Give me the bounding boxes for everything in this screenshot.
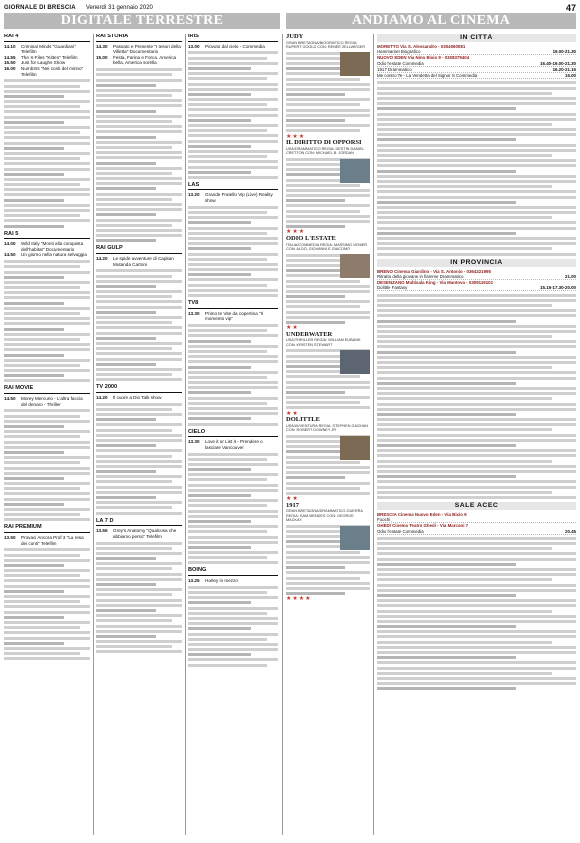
program-title: Primo te Vite da copertina "Il momento vip" bbox=[205, 310, 263, 322]
movie-credits: ITALIA/COMMEDIA REGIA: MASSIMO VENIER CON: ALDO, GIOVANNI E GIACOMO bbox=[286, 242, 368, 251]
program-title: Harley in mezzo bbox=[205, 578, 238, 584]
film-title: 1917 Drammatico bbox=[377, 66, 412, 72]
film-title: Odio l'estate Commedia bbox=[377, 528, 424, 534]
program-title: Piovuto dal cielo - Commedia bbox=[205, 43, 265, 49]
movie-photo bbox=[340, 52, 370, 76]
program-time: 14.50 bbox=[4, 396, 16, 402]
showtimes: 19.00-21.30 bbox=[552, 49, 576, 55]
program-time: 14.20 bbox=[96, 394, 108, 400]
program-time: 14.20 bbox=[96, 255, 108, 261]
column-divider bbox=[373, 34, 374, 835]
program-time: 14.55 bbox=[4, 54, 16, 60]
showtimes: 16.20-21.15 bbox=[552, 66, 576, 72]
movie-title: DOLITTLE bbox=[286, 416, 320, 424]
program-row bbox=[96, 395, 182, 401]
program-title: The X-Files "Kitten" Telefilm bbox=[21, 54, 78, 60]
program-time: 13.30 bbox=[188, 310, 200, 316]
program-row bbox=[4, 252, 90, 258]
rating-stars: ★★★ bbox=[286, 229, 306, 236]
channel-title: IRIS bbox=[188, 34, 278, 42]
cinema-name-text: BRENO Cinema Giardino - Via S. Antonio - 0364321995 bbox=[377, 268, 491, 274]
cinema-name-text: MORETTO Via S. Alessandro - 0304060081 bbox=[377, 44, 466, 49]
cinema-name-text: DESENZANO Multisala King - Via Mantova - 0309119101 bbox=[377, 280, 494, 285]
program-title: Un giorno nella natura selvaggia bbox=[21, 252, 87, 258]
text-filler bbox=[4, 409, 90, 521]
program-row bbox=[4, 535, 90, 546]
program-title: Love it or List it - Prendere o lasciare Vancouver bbox=[205, 439, 263, 450]
film-title: Fuochi bbox=[377, 517, 391, 523]
channel-title: TV8 bbox=[188, 301, 278, 309]
program-row bbox=[188, 311, 278, 322]
program-title: Grey's Anatomy "Qualcosa che abbiamo perso" Telefilm bbox=[113, 528, 177, 539]
movie-review bbox=[286, 140, 370, 236]
program-time: 13.20 bbox=[188, 192, 200, 198]
listing-filler bbox=[377, 537, 576, 690]
movie-photo bbox=[340, 526, 370, 550]
program-title: Passato e Presente "I tesori della Villetta" Documentario bbox=[113, 43, 181, 55]
listing-filler bbox=[377, 81, 576, 255]
tv-column-1 bbox=[4, 34, 90, 835]
program-row bbox=[96, 256, 182, 267]
program-title: Le spide avventure di Capitan Mutanda Cartoni bbox=[113, 255, 174, 267]
program-row bbox=[4, 396, 90, 407]
movie-title: ODIO L'ESTATE bbox=[286, 235, 336, 242]
movie-photo bbox=[340, 159, 370, 183]
cinema-listings bbox=[377, 34, 576, 835]
listing-filler bbox=[377, 294, 576, 499]
showtimes: 20.45 bbox=[565, 528, 576, 534]
section-banner-cinema: ANDIAMO AL CINEMA bbox=[286, 13, 576, 29]
program-row bbox=[4, 44, 90, 55]
listing-section-title: IN CITTÀ bbox=[377, 34, 576, 42]
cinema-name-text: NUOVO EDEN Via Nino Bixio 9 - 0308379404 bbox=[377, 55, 470, 61]
rating-stars: ★★★★ bbox=[286, 596, 312, 603]
text-filler bbox=[188, 586, 278, 667]
movie-credits: USA/DRAMMATICO REGIA: DESTIN DANIEL CRETTON CON: MICHAEL B. JORDAN bbox=[286, 146, 365, 156]
movie-review bbox=[286, 34, 370, 140]
text-filler bbox=[4, 79, 90, 227]
showtimes: 15.00 bbox=[565, 73, 576, 79]
program-row bbox=[188, 192, 278, 203]
film-title: Odio l'estate Commedia bbox=[377, 60, 424, 66]
movie-title: 1917 bbox=[286, 501, 299, 509]
movie-photo bbox=[340, 254, 370, 278]
program-time: 13.55 bbox=[96, 528, 108, 534]
text-filler bbox=[96, 269, 182, 381]
movie-credits: USA/THRILLER REGIA: WILLIAM EUBANK CON: KRISTEN STEWART bbox=[286, 338, 361, 347]
text-filler bbox=[4, 260, 90, 382]
film-title: Dolittle Fantasy bbox=[377, 285, 408, 291]
rating-stars: ★★ bbox=[286, 410, 299, 417]
text-filler bbox=[188, 206, 278, 297]
program-title: Morey Mercurio - L'altra faccia del denaro - Thriller bbox=[21, 396, 83, 407]
program-title: Il cuore a Dio Talk show bbox=[113, 394, 162, 400]
program-time: 14.10 bbox=[4, 43, 16, 49]
page-number: 47 bbox=[565, 3, 576, 13]
rating-stars: ★★★ bbox=[286, 133, 306, 140]
movie-review bbox=[286, 503, 370, 603]
showtime-row bbox=[377, 285, 576, 291]
text-filler bbox=[4, 548, 90, 660]
section-banner-tv: DIGITALE TERRESTRE bbox=[4, 13, 280, 29]
showtime-row bbox=[377, 73, 576, 79]
movie-title: JUDY bbox=[286, 34, 304, 40]
channel-title: BOING bbox=[188, 568, 278, 576]
channel-title: RAI GULP bbox=[96, 246, 182, 254]
program-row bbox=[96, 44, 182, 55]
program-time: 15.00 bbox=[96, 54, 108, 60]
channel-title: RAI 4 bbox=[4, 34, 90, 42]
movie-title: UNDERWATER bbox=[286, 330, 333, 338]
text-filler bbox=[188, 324, 278, 426]
movie-reviews-column bbox=[286, 34, 370, 835]
program-title: Provaci Ancora Prof 3 "La resa dei conti" Telefilm bbox=[21, 534, 84, 546]
showtimes: 15.15-17.30-20.00 bbox=[540, 285, 576, 291]
program-row bbox=[188, 439, 278, 450]
movie-credits: GRAN BRETAGNA/BIOGRAFICO REGIA: RUPERT GOOLD CON: RENÉE ZELLWEGER bbox=[286, 40, 366, 49]
tv-column-3 bbox=[188, 34, 278, 835]
channel-title: CIELO bbox=[188, 430, 278, 438]
showtimes: 16.40-19.00-21.30 bbox=[540, 60, 576, 66]
rating-stars: ★★ bbox=[286, 325, 299, 332]
movie-photo bbox=[340, 350, 370, 374]
program-title: Grande Fratello Vip (Live) Reality show bbox=[205, 192, 273, 204]
program-row bbox=[96, 528, 182, 539]
listing-section-title: IN PROVINCIA bbox=[377, 259, 576, 267]
program-time: 14.00 bbox=[4, 241, 16, 247]
channel-title: RAI 5 bbox=[4, 232, 90, 240]
program-row bbox=[96, 55, 182, 66]
program-title: Just for Laughs Show bbox=[21, 60, 66, 66]
channel-title: RAI MOVIE bbox=[4, 386, 90, 394]
film-title: Hammamet Biografico bbox=[377, 49, 421, 55]
program-row bbox=[4, 66, 90, 77]
listing-section-title: SALE ACEC bbox=[377, 502, 576, 510]
program-row bbox=[4, 241, 90, 252]
movie-review bbox=[286, 236, 370, 332]
text-filler bbox=[96, 403, 182, 515]
showtimes: 21.00 bbox=[565, 273, 576, 279]
text-filler bbox=[96, 68, 182, 242]
issue-date: Venerdì 31 gennaio 2020 bbox=[85, 5, 153, 11]
program-title: Festa, Farina e Forca. America bella, America sorella bbox=[113, 54, 177, 66]
cinema-name-text: BRESCIA Cinema Nuovo Eden - Via Bixio 9 bbox=[377, 511, 467, 517]
channel-title: RAI PREMIUM bbox=[4, 525, 90, 533]
program-time: 13.30 bbox=[188, 439, 200, 445]
program-time: 13.25 bbox=[188, 578, 200, 584]
channel-title: LAS bbox=[188, 183, 278, 191]
film-title: Ritratto della giovane in fiamme Drammatico bbox=[377, 273, 464, 279]
cinema-name-text: GHEDI Cinema Teatro Ghedi - Via Marconi 7 bbox=[377, 523, 469, 529]
movie-review bbox=[286, 332, 370, 417]
film-title: Me contro Te - La Vendetta del Signor S Commedia bbox=[377, 73, 478, 79]
tv-column-2 bbox=[96, 34, 182, 835]
movie-credits: USA/AVVENTURA REGIA: STEPHEN GAGHAN CON: ROBERT DOWNEY JR bbox=[286, 423, 369, 433]
column-divider bbox=[185, 34, 186, 835]
text-filler bbox=[96, 542, 182, 654]
program-time: 14.50 bbox=[4, 252, 16, 258]
column-divider bbox=[93, 34, 94, 835]
movie-title: IL DIRITTO DI OPPORSI bbox=[286, 139, 362, 147]
program-row bbox=[188, 44, 278, 50]
page-header bbox=[4, 3, 576, 13]
program-time: 13.00 bbox=[188, 43, 200, 49]
showtime-row bbox=[377, 529, 576, 535]
column-divider bbox=[282, 34, 283, 835]
program-title: Numb3rs "Nei conti del mirino" Telefilm bbox=[21, 65, 84, 77]
movie-review bbox=[286, 417, 370, 502]
program-title: Wild Italy "Monti alla conquista dell'habitat" Documentario bbox=[21, 241, 84, 252]
text-filler bbox=[188, 453, 278, 565]
rating-stars: ★★ bbox=[286, 496, 299, 503]
movie-photo bbox=[340, 436, 370, 460]
text-filler bbox=[188, 51, 278, 179]
channel-title: TV 2000 bbox=[96, 385, 182, 393]
channel-title: LA 7 D bbox=[96, 519, 182, 527]
program-time: 15.50 bbox=[4, 60, 16, 66]
program-time: 16.00 bbox=[4, 65, 16, 71]
program-time: 13.50 bbox=[4, 534, 16, 540]
program-row bbox=[188, 578, 278, 584]
program-time: 14.30 bbox=[96, 43, 108, 49]
movie-credits: GRAN BRETAGNA/DRAMMATICO-GUERRA REGIA: SAM MENDES CON: GEORGE MACKAY bbox=[286, 509, 363, 523]
channel-title: RAI STORIA bbox=[96, 34, 182, 42]
program-title: Criminal Minds "Guardiani" Telefilm bbox=[21, 43, 76, 55]
newspaper-name: GIORNALE DI BRESCIA bbox=[4, 5, 76, 11]
